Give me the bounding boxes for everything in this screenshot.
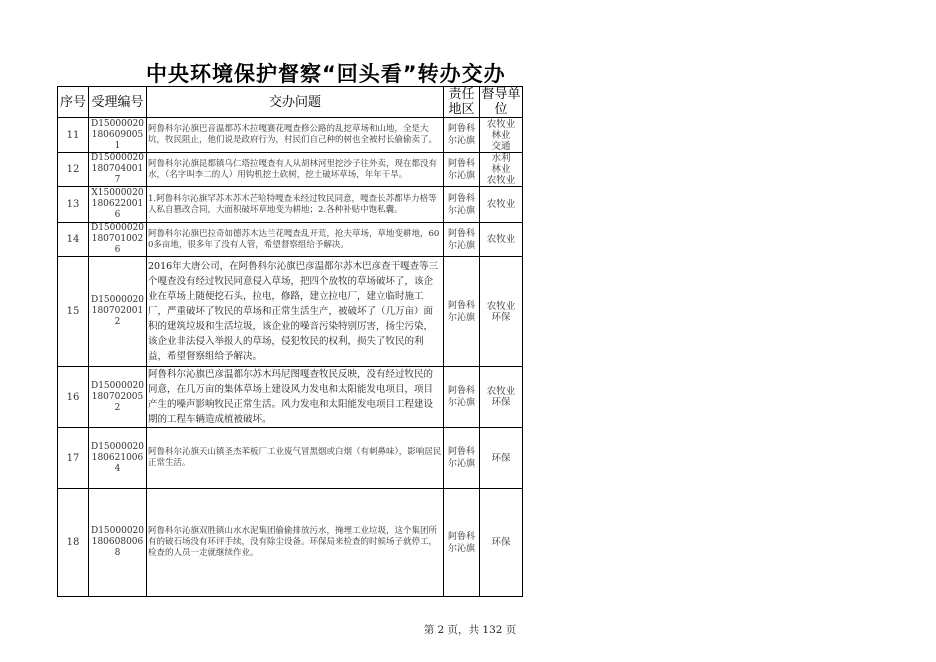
- row-unit: 农牧业 林业 交通: [480, 118, 523, 153]
- row-area: 阿鲁科尔沁旗: [444, 118, 480, 153]
- table-row: [58, 223, 523, 257]
- header-area: 责任地区: [444, 87, 480, 118]
- table-body: [58, 118, 523, 597]
- row-seq: 17: [58, 428, 89, 489]
- row-unit: 环保: [480, 428, 523, 489]
- table-row: [58, 428, 523, 489]
- row-area: 阿鲁科尔沁旗: [444, 153, 480, 187]
- row-code: D150000201806090051: [89, 118, 147, 153]
- row-issue: 1.阿鲁科尔沁旗罕苏木苏木芒哈特嘎查未经过牧民同意，嘎查长苏都毕力格等人私自篡改合同，大面积破坏草地变为耕地；2.各种补贴中饱私囊。: [147, 187, 444, 223]
- table-row: [58, 257, 523, 367]
- row-issue: 阿鲁科尔沁旗昆都镇乌仁塔拉嘎查有人从胡林河里挖沙子往外卖，现在都没有水，（名字叫李二的人）用钩机挖土砍树，挖土破坏草场，年年干旱。: [147, 153, 444, 187]
- row-area: 阿鲁科尔沁旗: [444, 187, 480, 223]
- page-footer: 第 2 页，共 132 页: [423, 624, 517, 636]
- row-area: 阿鲁科尔沁旗: [444, 257, 480, 367]
- document-title: 中央环境保护督察“回头看”转办交办: [146, 62, 506, 84]
- row-area: 阿鲁科尔沁旗: [444, 223, 480, 257]
- row-issue: 阿鲁科尔沁旗巴彦温都尔苏木玛尼图嘎查牧民反映，没有经过牧民的同意，在几万亩的集体草场上建设风力发电和太阳能发电项目，项目产生的噪声影响牧民正常生活。风力发电和太阳能发电项目工程建设期的工程车辆造成植被破坏。: [147, 367, 444, 428]
- row-area: 阿鲁科尔沁旗: [444, 489, 480, 597]
- row-area: 阿鲁科尔沁旗: [444, 367, 480, 428]
- case-table: [57, 86, 523, 597]
- row-code: D150000201806080068: [89, 489, 147, 597]
- row-issue: 2016年大唐公司，在阿鲁科尔沁旗巴彦温都尔苏木巴彦查干嘎查等三个嘎查没有经过牧民同意侵入草场，把四个放牧的草场破坏了，该企业在草场上随便挖石头，拉电，修路，建立拉电厂，建立临时施工厂，严重破坏了牧民的草场和正常生活生产，被破坏了（几万亩）面积的建筑垃圾和生活垃圾，该企业的噪音污染特别厉害，扬尘污染，该企业非法侵入举报人的草场，侵犯牧民的权利，损失了牧民的利益，希望督察组给予解决。: [147, 257, 444, 367]
- row-area: 阿鲁科尔沁旗: [444, 428, 480, 489]
- table-row: [58, 153, 523, 187]
- row-seq: 11: [58, 118, 89, 153]
- row-code: X150000201806220016: [89, 187, 147, 223]
- header-code: 受理编号: [89, 87, 147, 118]
- row-code: D150000201807040017: [89, 153, 147, 187]
- table-row: [58, 489, 523, 597]
- row-issue: 阿鲁科尔沁旗双胜镇山水水泥集团偷偷排放污水，掩埋工业垃圾，这个集团所有的破石场没有环评手续，没有除尘设备。环保局来检查的时候场子就停工，检查的人员一走就继续作业。: [147, 489, 444, 597]
- row-code: D150000201807010026: [89, 223, 147, 257]
- table-row: [58, 367, 523, 428]
- row-seq: 18: [58, 489, 89, 597]
- row-unit: 农牧业: [480, 187, 523, 223]
- row-seq: 14: [58, 223, 89, 257]
- row-issue: 阿鲁科尔沁旗巴拉奇如德苏木达兰花嘎查乱开荒，抢夫草场，草地变耕地，600多亩地，很多年了没有人管，希望督察组给予解决。: [147, 223, 444, 257]
- row-issue: 阿鲁科尔沁旗天山镇圣杰苯板厂工业废气冒黑烟或白烟（有刺鼻味），影响居民正常生活。: [147, 428, 444, 489]
- row-seq: 16: [58, 367, 89, 428]
- row-code: D150000201807020052: [89, 367, 147, 428]
- row-unit: 水利 林业 农牧业: [480, 153, 523, 187]
- row-unit: 农牧业 环保: [480, 367, 523, 428]
- table-header-row: [58, 87, 523, 118]
- row-issue: 阿鲁科尔沁旗巴音温都苏木拉嘎赛花嘎查修公路的乱挖草场和山地，全是大坑，牧民阻止，他们说是政府行为，村民们自己种的树也全被村长偷偷卖了。: [147, 118, 444, 153]
- header-unit: 督导单位: [481, 87, 521, 117]
- header-seq: 序号: [58, 87, 89, 118]
- table-row: [58, 118, 523, 153]
- row-code: D150000201806210064: [89, 428, 147, 489]
- table-row: [58, 187, 523, 223]
- row-code: D150000201807020012: [89, 257, 147, 367]
- row-unit: 环保: [480, 489, 523, 597]
- row-seq: 12: [58, 153, 89, 187]
- row-seq: 15: [58, 257, 89, 367]
- row-unit: 农牧业: [480, 223, 523, 257]
- header-issue: 交办问题: [147, 87, 444, 118]
- row-unit: 农牧业 环保: [480, 257, 523, 367]
- row-seq: 13: [58, 187, 89, 223]
